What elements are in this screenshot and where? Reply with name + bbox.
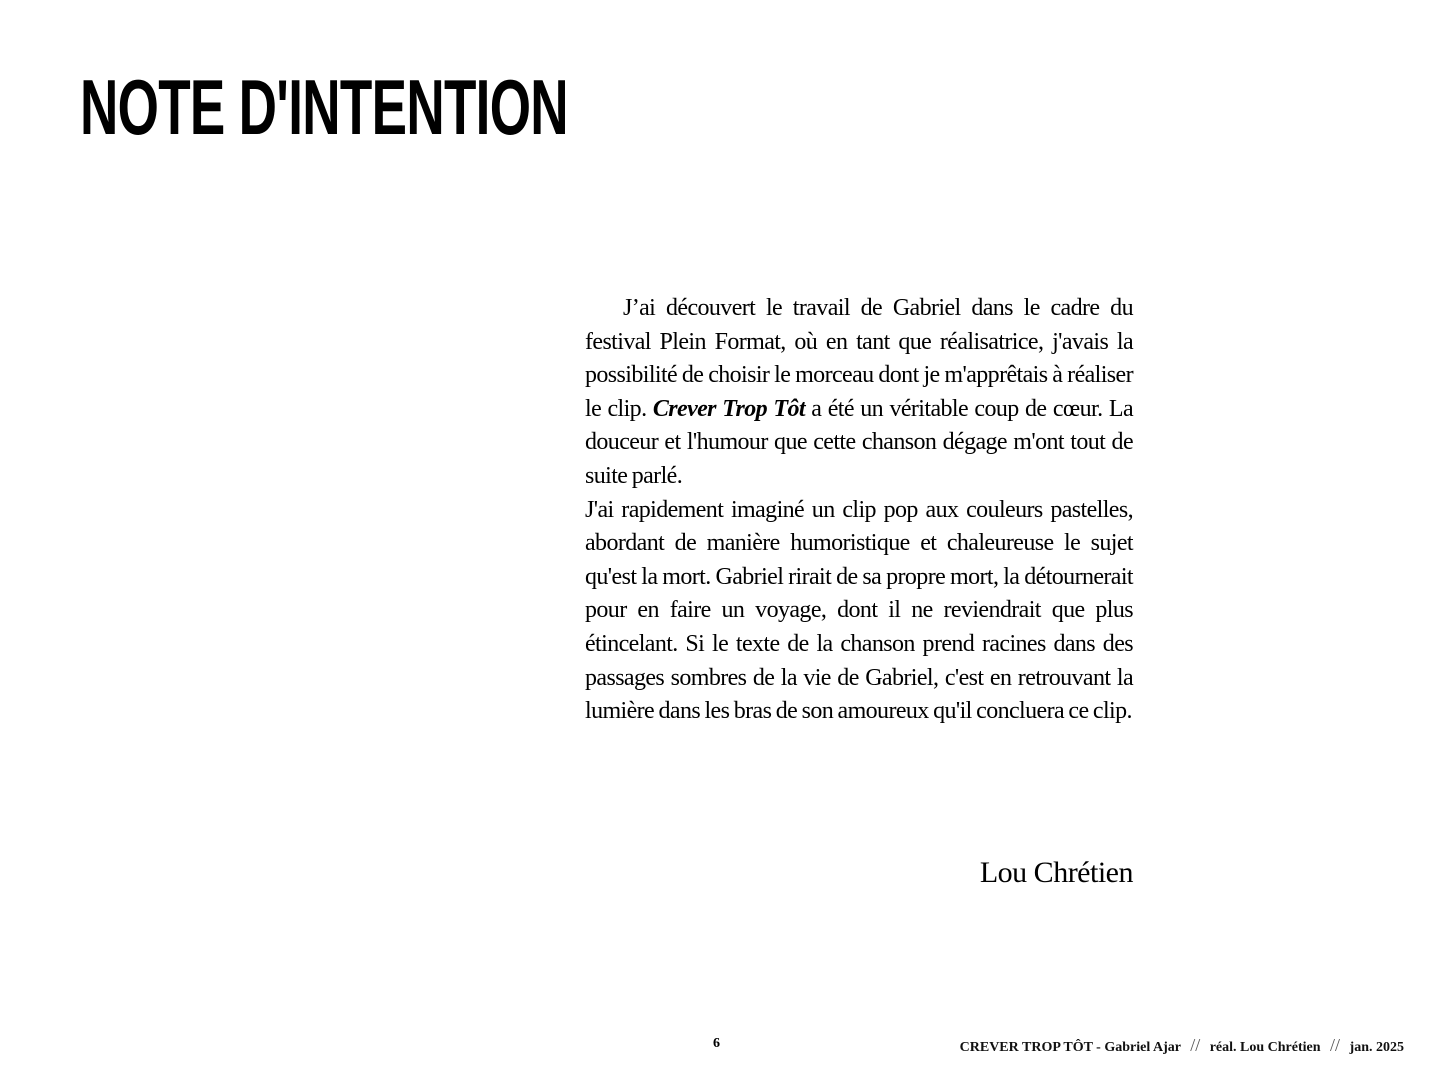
footer-credits: [960, 1035, 1404, 1056]
paragraph-text-part2: a été un véritable coup de cœur. La douceur et l'humour que cette chanson dégage m'ont tout de suite parlé.: [585, 395, 1133, 489]
paragraph-text-part3: J'ai rapidement imaginé un clip pop aux couleurs pastelles, abordant de manière humoristique et chaleureuse le sujet qu'est la mort. Gabriel rirait de sa propre mort, la détournerait pour en faire un voyage, dont il ne reviendrait que plus étincelant. Si le texte de la chanson prend racines dans des passages sombres de la vie de Gabriel, c'est en retrouvant la lumière dans les bras de son amoureux qu'il concluera ce clip.: [585, 496, 1133, 725]
footer-credit-director: réal. Lou Chrétien: [1209, 1040, 1321, 1055]
page-title: NOTE D'INTENTION: [80, 63, 568, 151]
footer-credit-title: CREVER TROP TÔT - Gabriel Ajar: [959, 1040, 1181, 1055]
page-number: 6: [713, 1036, 720, 1051]
intention-paragraph: [585, 292, 1133, 729]
footer-separator: //: [1190, 1035, 1201, 1055]
footer-credit-date: jan. 2025: [1349, 1040, 1404, 1055]
paragraph-text-part1: J’ai découvert le travail de Gabriel dans le cadre du festival Plein Format, où en tant que réalisatrice, j'avais la possibilité de choisir le morceau dont je m'apprêtais à réaliser le clip.: [585, 295, 1133, 422]
song-title: Crever Trop Tôt: [652, 395, 805, 422]
footer-separator: //: [1330, 1035, 1341, 1055]
author-signature: Lou Chrétien: [979, 856, 1133, 889]
